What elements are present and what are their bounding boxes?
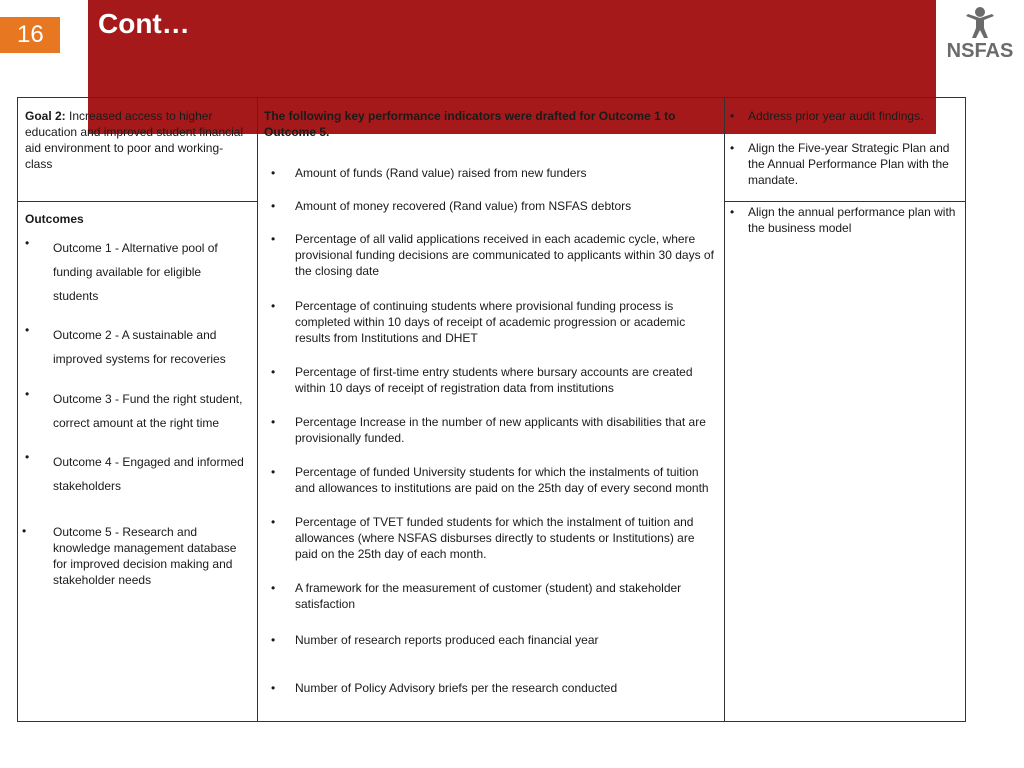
kpi-item: Number of Policy Advisory briefs per the research conducted: [295, 681, 618, 695]
kpi-item: Percentage of first-time entry students where bursary accounts are created within 10 days of receipt of registration data from institutions: [295, 365, 693, 395]
kpi-item: Amount of funds (Rand value) raised from new funders: [295, 166, 587, 180]
action-item: Align the annual performance plan with the business model: [748, 205, 956, 235]
outcomes-heading: Outcomes: [25, 212, 84, 226]
kpi-bullet: •: [271, 365, 276, 379]
outcome-bullet: •: [25, 450, 30, 464]
kpi-bullet: •: [271, 515, 276, 529]
outcome-item: Outcome 5 - Research and knowledge management database for improved decision making and stakeholder needs: [53, 525, 237, 587]
nsfas-logo: [940, 6, 1020, 64]
action-bullet: •: [730, 109, 735, 123]
kpi-bullet: •: [271, 199, 276, 213]
slide-number: 16: [0, 17, 60, 53]
kpi-bullet: •: [271, 633, 276, 647]
outcome-bullet: •: [25, 323, 30, 337]
kpi-bullet: •: [271, 415, 276, 429]
kpi-item: Percentage of all valid applications received in each academic cycle, where provisional funding decisions are communicated to applicants within 30 days of the closing date: [295, 232, 714, 278]
kpi-item: Percentage of continuing students where provisional funding process is completed within 10 days of receipt of academic progression or academic results from Institutions and DHET: [295, 299, 686, 345]
outcome-bullet: •: [22, 524, 27, 538]
kpi-bullet: •: [271, 166, 276, 180]
goal-label: Goal 2:: [25, 109, 66, 123]
outcome-bullet: •: [25, 387, 30, 401]
kpi-bullet: •: [271, 681, 276, 695]
outcome-bullet: •: [25, 236, 30, 250]
kpi-bullet: •: [271, 465, 276, 479]
kpi-cell: [257, 97, 725, 722]
kpi-item: A framework for the measurement of customer (student) and stakeholder satisfaction: [295, 581, 682, 611]
kpi-bullet: •: [271, 232, 276, 246]
action-item: Align the Five-year Strategic Plan and the Annual Performance Plan with the mandate.: [748, 141, 950, 187]
kpi-bullet: •: [271, 581, 276, 595]
outcome-item: Outcome 1 - Alternative pool of funding available for eligible students: [53, 241, 218, 303]
page-title: Cont…: [98, 8, 190, 39]
kpi-item: Amount of money recovered (Rand value) from NSFAS debtors: [295, 199, 632, 213]
kpi-item: Percentage Increase in the number of new applicants with disabilities that are provisionally funded.: [295, 415, 706, 445]
goal-text: [25, 108, 250, 172]
action-bullet: •: [730, 141, 735, 155]
outcome-item: Outcome 2 - A sustainable and improved systems for recoveries: [53, 328, 226, 366]
goal-description: Increased access to higher education and improved student financial aid environment to poor and working-class: [25, 109, 244, 171]
person-icon: [940, 6, 1020, 40]
action-bullet: •: [730, 205, 735, 219]
actions-cell-bottom: [724, 201, 966, 722]
logo-text: NSFAS: [946, 40, 1014, 62]
action-item: Address prior year audit findings.: [748, 109, 924, 123]
outcome-item: Outcome 3 - Fund the right student, correct amount at the right time: [53, 392, 243, 430]
kpi-bullet: •: [271, 299, 276, 313]
kpi-item: Percentage of TVET funded students for which the instalment of tuition and allowances (where NSFAS disburses directly to students or Institutions) are paid on the 25th day of each month.: [295, 515, 695, 561]
outcome-item: Outcome 4 - Engaged and informed stakeholders: [53, 455, 244, 493]
kpi-heading: The following key performance indicators were drafted for Outcome 1 to Outcome 5.: [264, 109, 676, 139]
kpi-item: Percentage of funded University students for which the instalments of tuition and allowances to institutions are paid on the 25th day of every second month: [295, 465, 709, 495]
kpi-item: Number of research reports produced each financial year: [295, 633, 599, 647]
